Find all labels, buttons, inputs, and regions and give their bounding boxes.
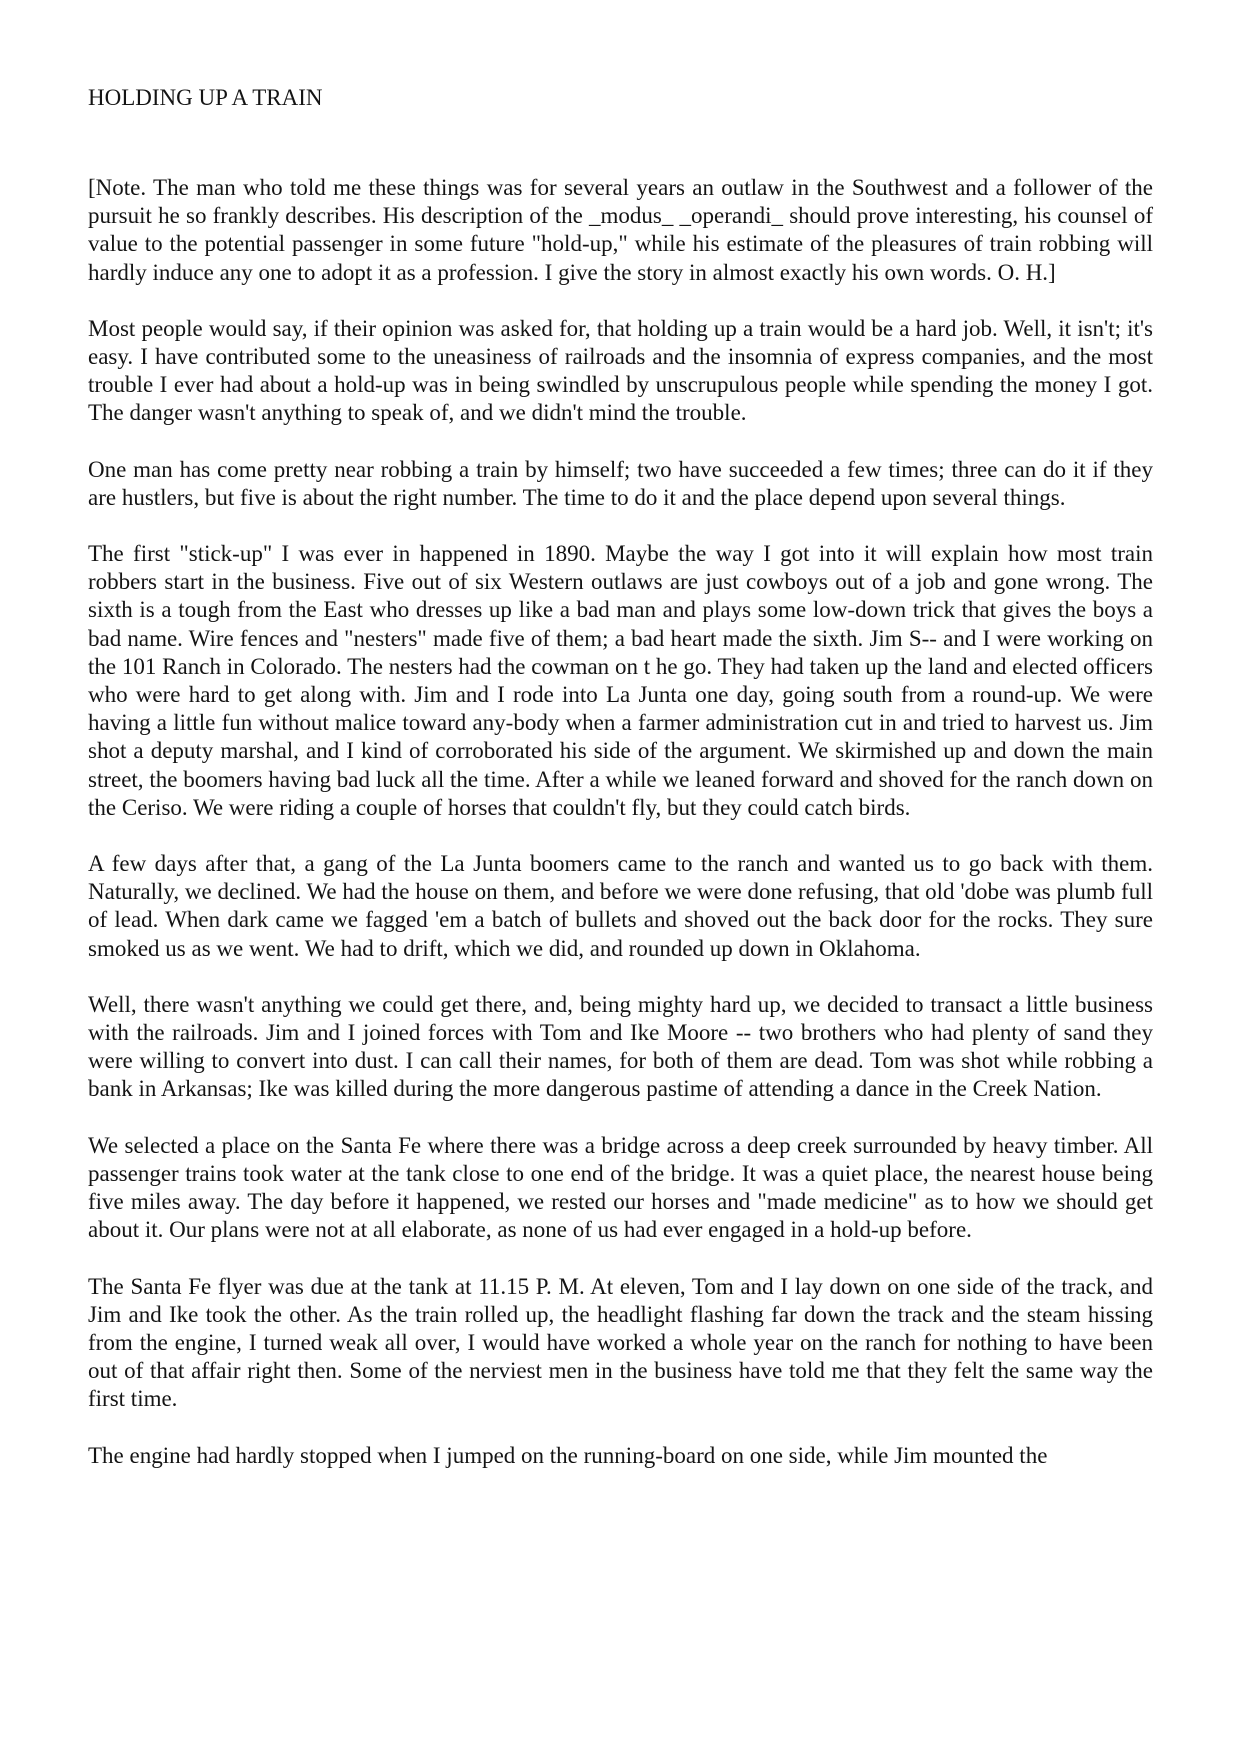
document-title: HOLDING UP A TRAIN xyxy=(88,85,323,110)
body-paragraph: One man has come pretty near robbing a train by himself; two have succeeded a few times; three can do it if they are hustlers, but five is about the right number. The time to do it and the place depend upon several things. xyxy=(88,456,1153,510)
body-paragraph: The first "stick-up" I was ever in happened in 1890. Maybe the way I got into it will explain how most train robbers start in the business. Five out of six Western outlaws are just cowboys out of a job and gone wrong. The sixth is a tough from the East who dresses up like a bad man and plays some low-down trick that gives the boys a bad name. Wire fences and "nesters" made five of them; a bad heart made the sixth. Jim S-- and I were working on the 101 Ranch in Colorado. The nesters had the cowman on t he go. They had taken up the land and elected officers who were hard to get along with. Jim and I rode into La Junta one day, going south from a round-up. We were having a little fun without malice toward any-body when a farmer administration cut in and tried to harvest us. Jim shot a deputy marshal, and I kind of corroborated his side of the argument. We skirmished up and down the main street, the boomers having bad luck all the time. After a while we leaned forward and shoved for the ranch down on the Ceriso. We were riding a couple of horses that couldn't fly, but they could catch birds. xyxy=(88,541,1153,820)
body-paragraph: Well, there wasn't anything we could get there, and, being mighty hard up, we decided to transact a little business with the railroads. Jim and I joined forces with Tom and Ike Moore -- two brothers who had plenty of sand they were willing to convert into dust. I can call their names, for both of them are dead. Tom was shot while robbing a bank in Arkansas; Ike was killed during the more dangerous pastime of attending a dance in the Creek Nation. xyxy=(88,991,1153,1102)
body-paragraph: We selected a place on the Santa Fe where there was a bridge across a deep creek surrounded by heavy timber. All passenger trains took water at the tank close to one end of the bridge. It was a quiet place, the nearest house being five miles away. The day before it happened, we rested our horses and "made medicine" as to how we should get about it. Our plans were not at all elaborate, as none of us had ever engaged in a hold-up before. xyxy=(88,1132,1153,1243)
body-paragraph: Most people would say, if their opinion was asked for, that holding up a train would be a hard job. Well, it isn't; it's easy. I have contributed some to the uneasiness of railroads and the insomnia of express companies, and the most trouble I ever had about a hold-up was in being swindled by unscrupulous people while spending the money I got. The danger wasn't anything to speak of, and we didn't mind the trouble. xyxy=(88,315,1153,426)
body-paragraph: The engine had hardly stopped when I jumped on the running-board on one side, while Jim mounted the xyxy=(88,1442,1048,1468)
document-page xyxy=(88,0,1153,1470)
editor-note-paragraph: [Note. The man who told me these things was for several years an outlaw in the Southwest and a follower of the pursuit he so frankly describes. His description of the _modus_ _operandi_ should prove interesting, his counsel of value to the potential passenger in some future "hold-up," while his estimate of the pleasures of train robbing will hardly induce any one to adopt it as a profession. I give the story in almost exactly his own words. O. H.] xyxy=(88,175,1153,285)
body-paragraph: A few days after that, a gang of the La Junta boomers came to the ranch and wanted us to go back with them. Naturally, we declined. We had the house on them, and before we were done refusing, that old 'dobe was plumb full of lead. When dark came we fagged 'em a batch of bullets and shoved out the back door for the rocks. They sure smoked us as we went. We had to drift, which we did, and rounded up down in Oklahoma. xyxy=(88,851,1153,961)
body-paragraph: The Santa Fe flyer was due at the tank at 11.15 P. M. At eleven, Tom and I lay down on one side of the track, and Jim and Ike took the other. As the train rolled up, the headlight flashing far down the track and the steam hissing from the engine, I turned weak all over, I would have worked a whole year on the ranch for nothing to have been out of that affair right then. Some of the nerviest men in the business have told me that they felt the same way the first time. xyxy=(88,1273,1153,1412)
